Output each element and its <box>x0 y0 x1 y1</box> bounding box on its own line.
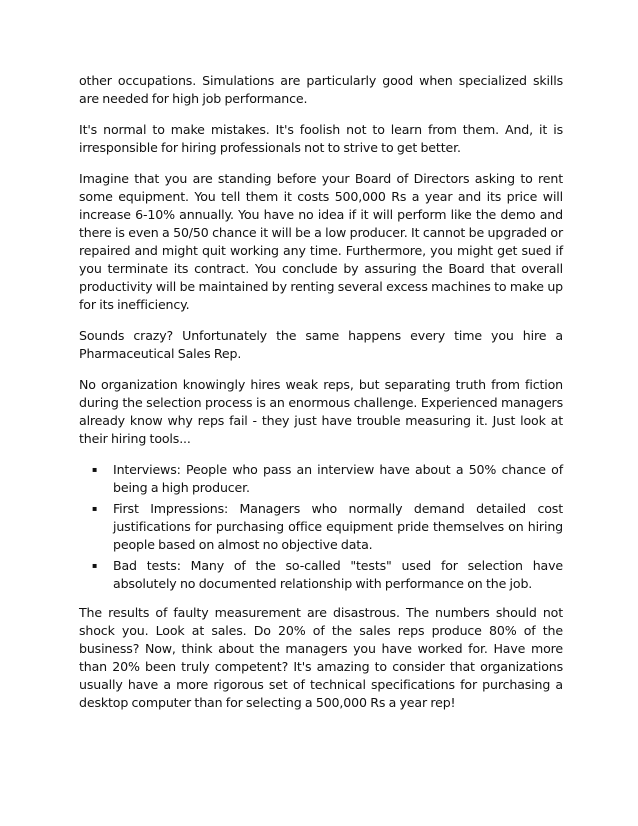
paragraph-faulty-measurement: The results of faulty measurement are disastrous. The numbers should not shock you. Look at sales. Do 20% of the sales reps produce 80% of the business? Now, think about the managers you have worked for. Have more than 20% been truly competent? It's amazing to consider that organizations usually have a more rigorous set of technical specifications for purchasing a desktop computer than for selecting a 500,000 Rs a year rep! <box>79 605 563 710</box>
list-item-interviews <box>79 461 563 497</box>
list-item-text: Interviews: People who pass an interview have about a 50% chance of being a high producer. <box>113 462 563 495</box>
paragraph-sounds-crazy: Sounds crazy? Unfortunately the same happens every time you hire a Pharmaceutical Sales Rep. <box>79 328 563 361</box>
paragraph-board-analogy: Imagine that you are standing before your Board of Directors asking to rent some equipment. You tell them it costs 500,000 Rs a year and its price will increase 6-10% annually. You have no idea if it will perform like the demo and there is even a 50/50 chance it will be a low producer. It cannot be upgraded or repaired and might quit working any time. Furthermore, you might get sued if you terminate its contract. You conclude by assuring the Board that overall productivity will be maintained by renting several excess machines to make up for its inefficiency. <box>79 171 563 312</box>
square-bullet-icon: ▪ <box>92 465 98 474</box>
hiring-tools-list <box>79 461 563 593</box>
square-bullet-icon: ▪ <box>92 504 98 513</box>
paragraph-simulations: other occupations. Simulations are particularly good when specialized skills are needed for high job performance. <box>79 73 563 106</box>
paragraph-hiring-tools: No organization knowingly hires weak reps, but separating truth from fiction during the selection process is an enormous challenge. Experienced managers already know why reps fail - they just have trouble measuring it. Just look at their hiring tools... <box>79 377 563 446</box>
paragraph-mistakes: It's normal to make mistakes. It's foolish not to learn from them. And, it is irresponsible for hiring professionals not to strive to get better. <box>79 122 563 155</box>
square-bullet-icon: ▪ <box>92 561 98 570</box>
list-item-text: Bad tests: Many of the so-called "tests" used for selection have absolutely no documented relationship with performance on the job. <box>113 558 563 591</box>
list-item-bad-tests <box>79 557 563 593</box>
list-item-text: First Impressions: Managers who normally demand detailed cost justifications for purchasing office equipment pride themselves on hiring people based on almost no objective data. <box>113 501 563 552</box>
document-page <box>79 72 563 725</box>
list-item-first-impressions <box>79 500 563 554</box>
